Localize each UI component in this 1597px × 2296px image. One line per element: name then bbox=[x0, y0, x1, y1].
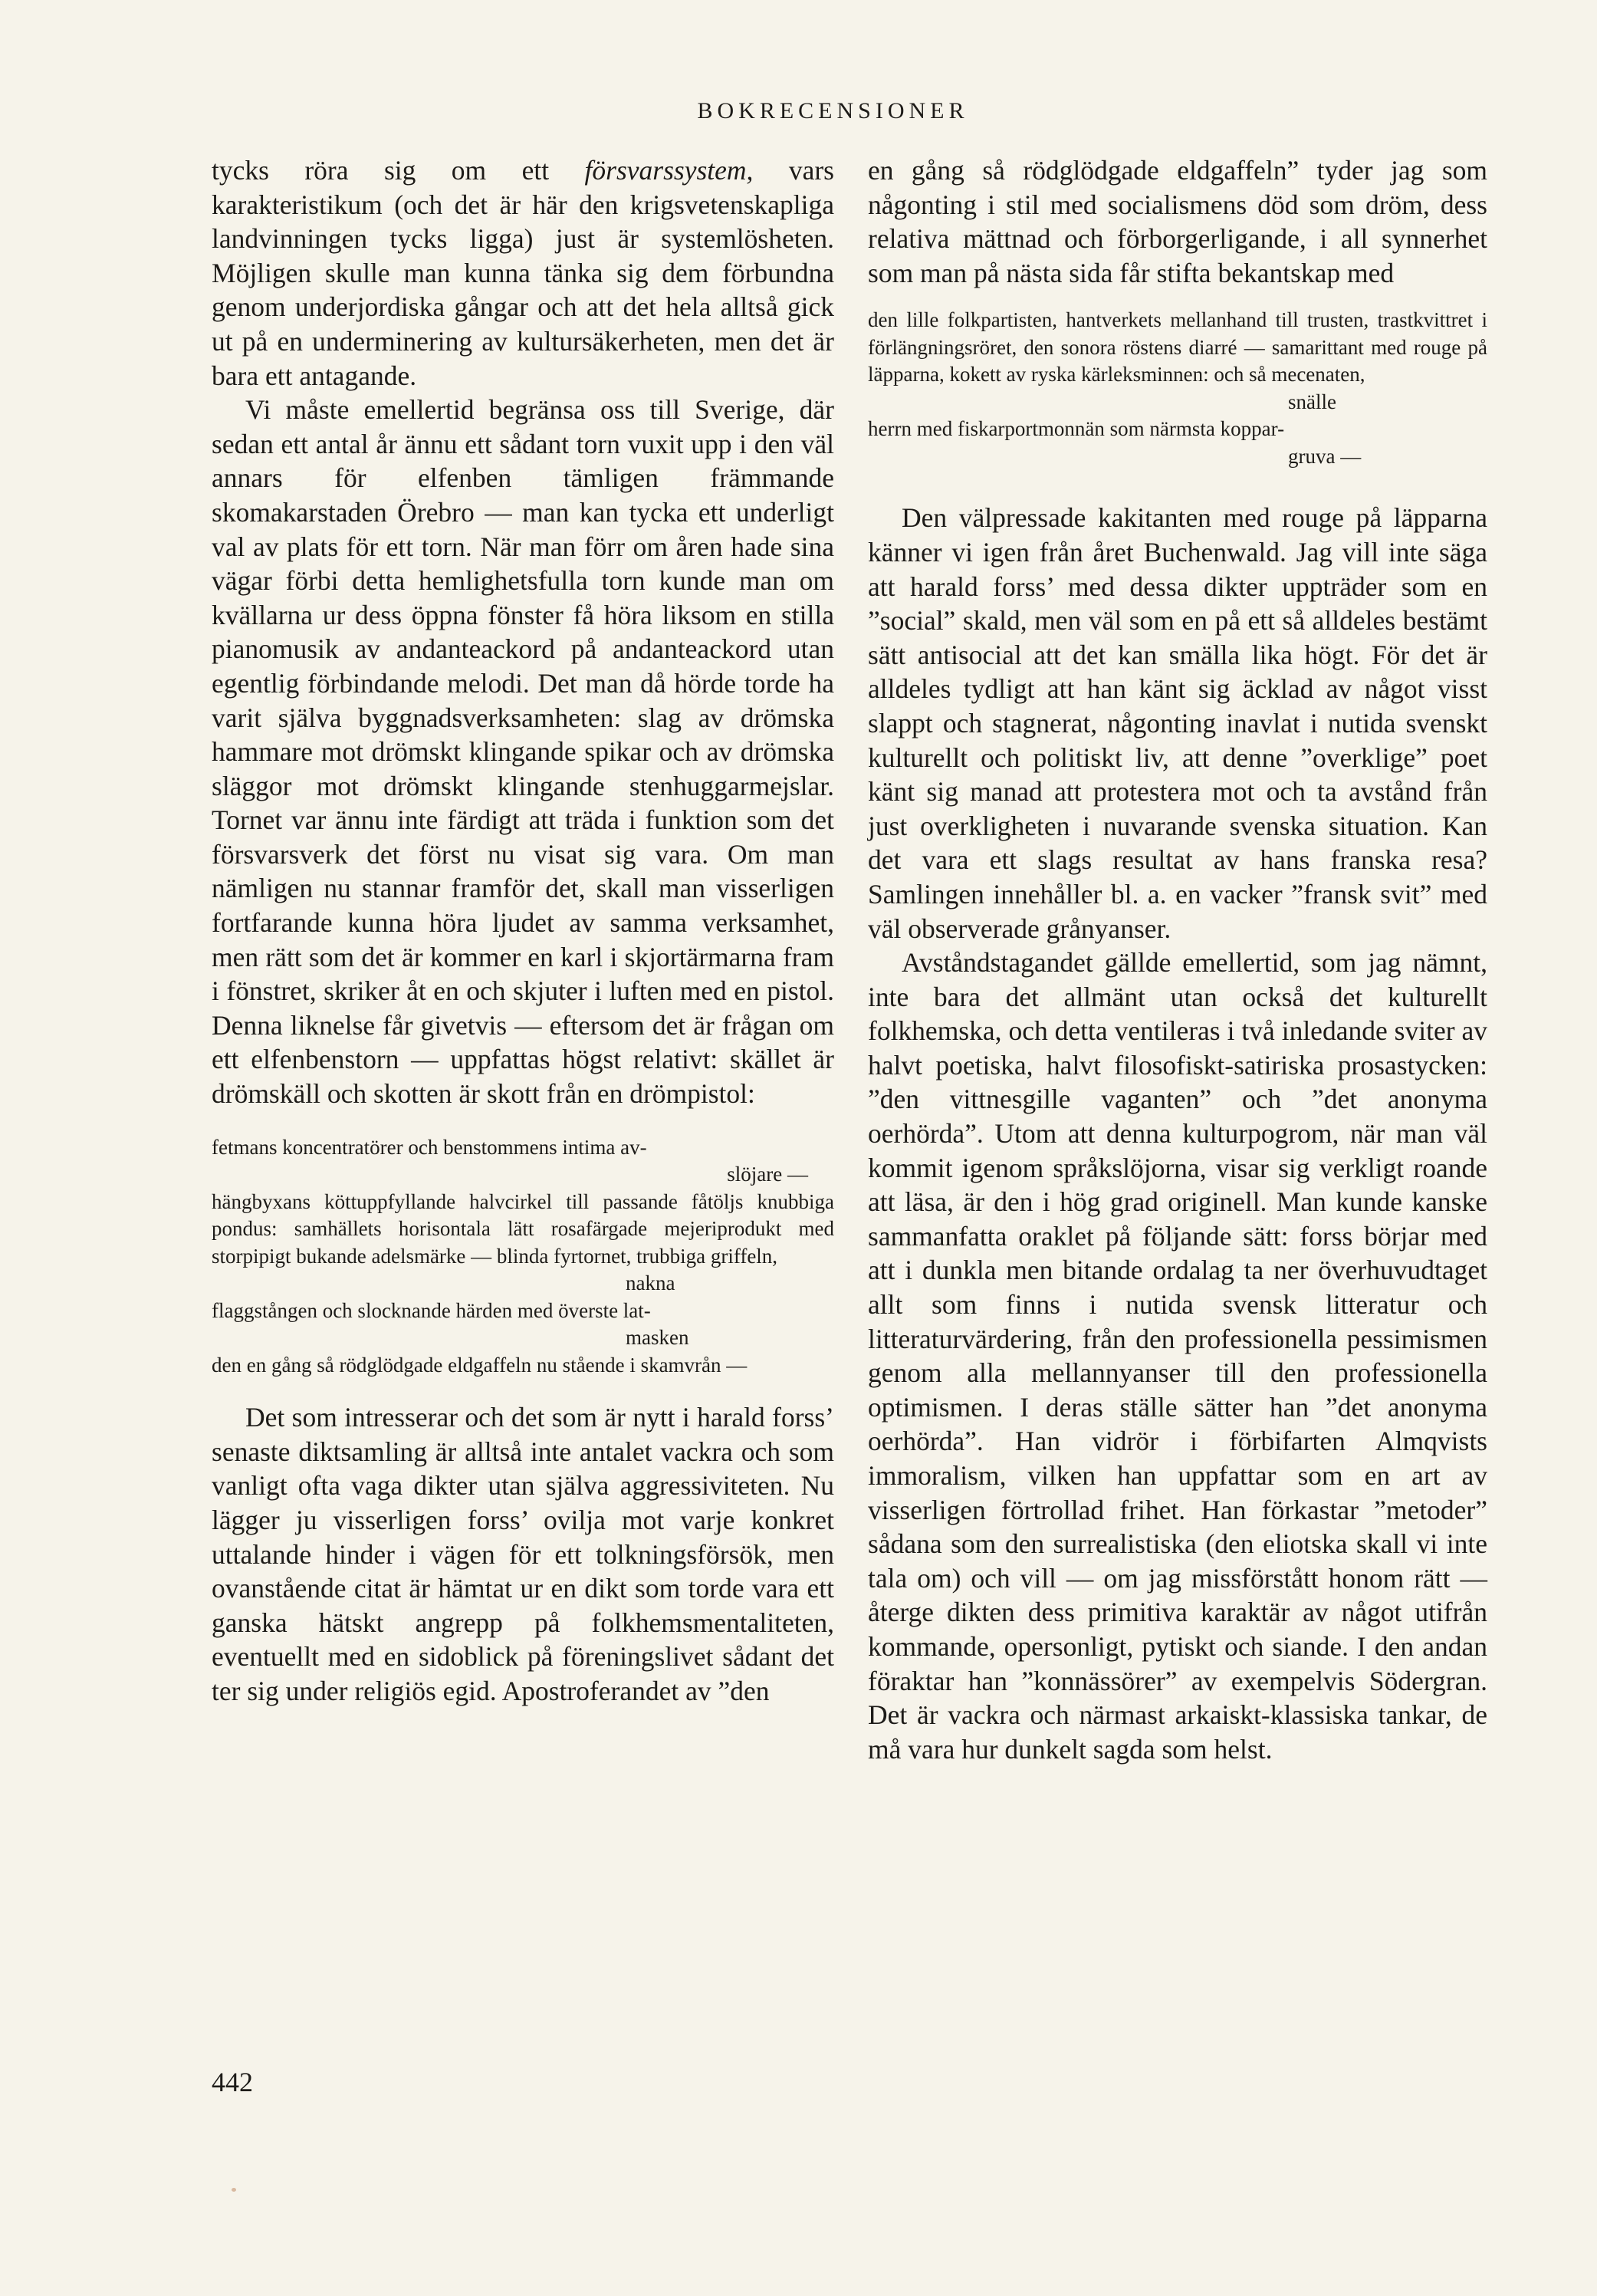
right-paragraph-3: Avståndstagandet gällde emellertid, som jag nämnt, inte bara det allmänt utan också det kulturellt folkhemska, och detta ventileras i två inledande sviter av halvt poetiska, halvt filosofiskt-satiriska prosastycken: ”den vittnesgille vaganten” och ”det anonyma oerhörda”. Utom att denna kulturpogrom, när man väl kommit igenom språkslöjorna, visar sig verkligt roande att läsa, är den i hög grad originell. Man kunde kanske sammanfatta oraklet på följande sätt: forss börjar med att i dunkla men bitande ordalag ta ner överhuvudtaget allt som finns i nutida svensk litteratur och litteraturvärdering, från den professionella pessimismen genom alla mellannyanser till den professionella optimismen. I deras ställe sätter han ”det anonyma oerhörda”. Han vidrör i förbifarten Almqvists immoralism, vilken han uppfattar som en art av visserligen förtrollad frihet. Han förkastar ”metoder” sådana som den surrealistiska (den eliotska skall vi inte tala om) och vill — om jag missförstått honom rätt — återge dikten dess primitiva karaktär av något utifrån kommande, opersonligt, pytiskt och siande. I den andan föraktar han ”konnässörer” av exempelvis Södergran. Det är vackra och närmast arkaiskt-klassiska tankar, de må vara hur dunkelt sagda som helst. bbox=[868, 947, 1487, 1765]
right-paragraph-2: Den välpressade kakitanten med rouge på läpparna känner vi igen från året Buchenwald. Jag vill inte säga att harald forss’ med dessa dikter uppträder som en ”social” skald, men väl som en på ett så alldeles bestämt sätt antisocial att det kan smälla lika högt. För det är alldeles tydligt att han känt sig äcklad av något visst slappt och stagnerat, någonting inavlat i nutida svenskt kulturellt och politiskt liv, att denne ”overklige” poet känt sig manad att protestera mot och ta avstånd från just overkligheten i nuvarande svenska situation. Kan det vara ett slags resultat av hans franska resa? Samlingen innehåller bl. a. en vacker ”fransk svit” med väl observerade grånyanser. bbox=[868, 502, 1487, 944]
poem-line: flaggstången och slocknande härden med överste lat- bbox=[212, 1298, 651, 1322]
poem-line-continuation: nakna bbox=[626, 1271, 675, 1295]
right-poem-quote bbox=[868, 307, 1487, 470]
poem-line: den en gång så rödglödgade eldgaffeln nu stående i skamvrån — bbox=[212, 1353, 748, 1377]
poem-line-continuation: snälle bbox=[1288, 390, 1336, 413]
left-paragraph-2: Vi måste emellertid begränsa oss till Sverige, där sedan ett antal år ännu ett sådant torn vuxit upp i den väl annars för elfenben tämligen främmande skomakarstaden Örebro — man kan tycka ett underligt val av plats för ett torn. När man förr om åren hade sina vägar förbi detta hemlighetsfulla torn kunde man om kvällarna ur dess öppna fönster få höra liksom en stilla pianomusik av andanteackord på andanteackord utan egentlig förbindande melodi. Det man då hörde torde ha varit själva byggnadsverksamheten: slag av drömska hammare mot drömskt klingande spikar och av drömska släggor mot drömskt klingande stenhuggarmejslar. Tornet var ännu inte färdigt att träda i funktion som det försvarsverk det först nu visat sig vara. Om man nämligen nu stannar framför det, skall man visserligen fortfarande kunna höra ljudet av samma verksamhet, men rätt som det är kommer en karl i skjortärmarna fram i fönstret, skriker åt en och skjuter i luften med en pistol. Denna liknelse får givetvis — eftersom det är frågan om ett elfenbenstorn — uppfattas högst relativt: skället är drömskäll och skotten är skott från en drömpistol: bbox=[212, 394, 834, 1110]
right-paragraph-1: en gång så rödglödgade eldgaffeln” tyder jag som någonting i stil med socialismens död som dröm, dess relativa mättnad och förborgerligande, i all synnerhet som man på nästa sida får stifta bekantskap med bbox=[868, 155, 1487, 288]
running-head: BOKRECENSIONER bbox=[697, 98, 969, 123]
left-paragraph-1 bbox=[212, 153, 834, 393]
left-paragraph-1-rest: vars karakteristikum (och det är här den krigsvetenskapliga landvinningen tycks ligga) just är systemlösheten. Möjligen skulle man kunna tänka sig dem förbundna genom underjordiska gångar och att det hela alltså gick ut på en underminering av kultursäkerheten, men det är bara ett antagande. bbox=[212, 155, 834, 391]
poem-line: hängbyxans köttuppfyllande halvcirkel till passande fåtöljs knubbiga pondus: samhällets horisontala lätt rosafärgade mejeriprodukt med storpipigt bukande adelsmärke — blinda fyrtornet, trubbiga griffeln, bbox=[212, 1189, 834, 1268]
left-paragraph-1-start: tycks röra sig om ett bbox=[212, 155, 585, 186]
right-column bbox=[868, 153, 1487, 1766]
left-paragraph-1-emphasis: försvarssystem, bbox=[584, 155, 754, 186]
left-paragraph-3: Det som intresserar och det som är nytt i harald forss’ senaste diktsamling är alltså inte antalet vackra och som vanligt ofta vaga dikter utan själva aggressiviteten. Nu lägger ju visserligen forss’ ovilja mot varje konkret uttalande hinder i vägen för ett tolkningsförsök, men ovanstående citat är hämtat ur en dikt som torde vara ett ganska hätskt angrepp på folkhemsmentaliteten, eventuellt med en sidoblick på föreningslivet sådant det ter sig under religiös egid. Apostroferandet av ”den bbox=[212, 1402, 834, 1706]
poem-line-continuation: masken bbox=[626, 1326, 689, 1350]
poem-line: den lille folkpartisten, hantverkets mellanhand till trusten, trastkvittret i förlängningsröret, den sonora röstens diarré — samarittant med rouge på läpparna, kokett av ryska kärleksminnen: och så mecenaten, bbox=[868, 308, 1487, 387]
left-poem-quote bbox=[212, 1134, 834, 1380]
poem-line-continuation: slöjare — bbox=[727, 1163, 808, 1186]
poem-line: fetmans koncentratörer och benstommens intima av- bbox=[212, 1135, 647, 1159]
paper-speck bbox=[232, 2188, 236, 2192]
poem-line-continuation: gruva — bbox=[1288, 444, 1362, 468]
poem-line: herrn med fiskarportmonnän som närmsta koppar- bbox=[868, 417, 1285, 441]
page-number: 442 bbox=[212, 2067, 253, 2097]
left-column bbox=[212, 153, 834, 1708]
